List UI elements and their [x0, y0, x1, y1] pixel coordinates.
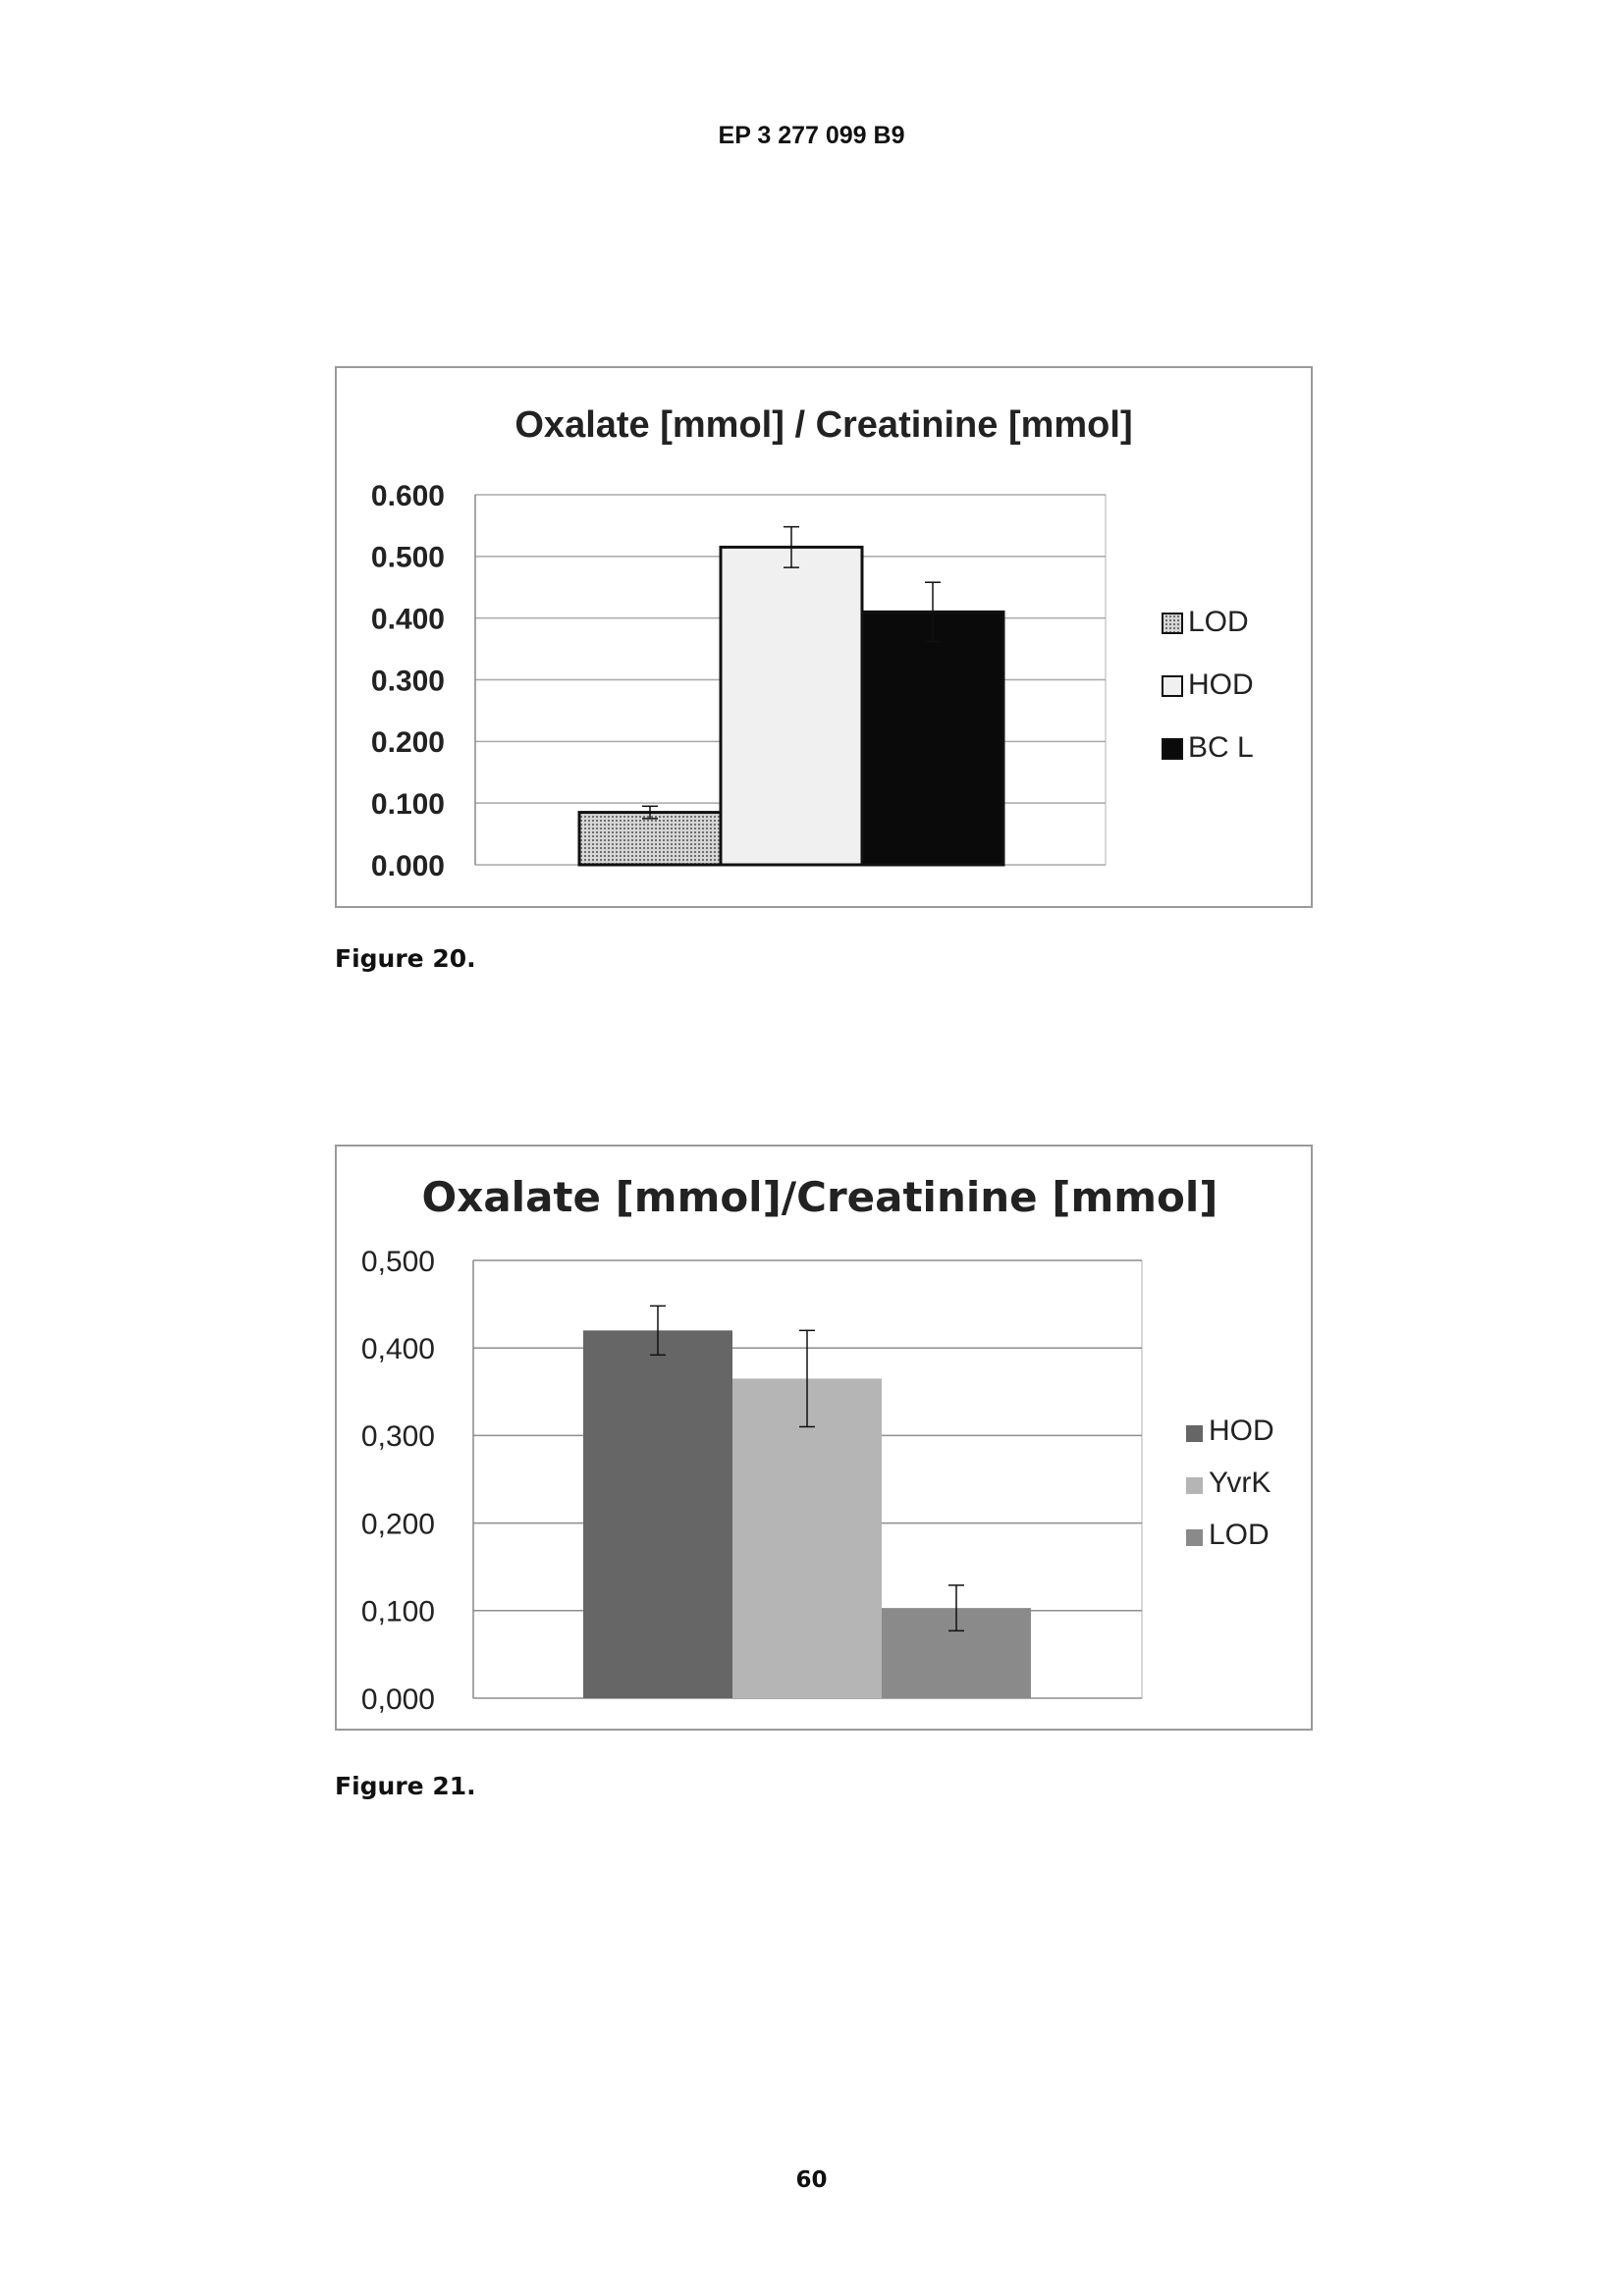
y-tick-label: 0.300 [370, 665, 445, 698]
bar-bc-l [862, 612, 1003, 865]
bar-lod [579, 813, 721, 865]
legend-swatch [1163, 676, 1182, 696]
bar-hod [583, 1330, 732, 1698]
bar-hod [721, 547, 862, 865]
figure-21-svg [337, 1147, 1311, 1729]
legend-swatch [1186, 1477, 1203, 1494]
y-tick-label: 0,200 [360, 1508, 435, 1541]
y-tick-label: 0,500 [360, 1245, 435, 1278]
patent-number-header: EP 3 277 099 B9 [718, 122, 905, 149]
legend-swatch [1186, 1425, 1203, 1442]
y-tick-label: 0.400 [370, 603, 445, 636]
figure-20-chart [335, 366, 1313, 908]
legend-label: YvrK [1209, 1467, 1271, 1499]
page-number: 60 [795, 2167, 828, 2193]
figure-20-svg [337, 368, 1311, 906]
y-tick-label: 0.000 [370, 849, 445, 882]
y-tick-label: 0,000 [360, 1682, 435, 1716]
legend-label: LOD [1188, 606, 1249, 638]
legend-swatch [1163, 614, 1182, 633]
y-tick-label: 0,100 [360, 1595, 435, 1629]
legend-label: BC L [1188, 731, 1254, 764]
legend-swatch [1186, 1529, 1203, 1546]
y-tick-label: 0.600 [370, 479, 445, 512]
legend-label: LOD [1209, 1519, 1270, 1551]
figure-21-caption: Figure 21. [335, 1772, 476, 1800]
y-tick-label: 0,400 [360, 1333, 435, 1365]
figure-20-caption: Figure 20. [335, 944, 476, 973]
y-tick-label: 0.200 [370, 726, 445, 760]
y-tick-label: 0,300 [360, 1420, 435, 1454]
chart-title: Oxalate [mmol]/Creatinine [mmol] [421, 1173, 1218, 1221]
legend-swatch [1163, 739, 1182, 759]
figure-21-chart [335, 1145, 1313, 1731]
legend-label: HOD [1209, 1415, 1274, 1447]
y-tick-label: 0.100 [370, 787, 445, 821]
chart-title: Oxalate [mmol] / Creatinine [mmol] [514, 404, 1133, 446]
legend-label: HOD [1188, 668, 1254, 701]
y-tick-label: 0.500 [370, 541, 445, 574]
